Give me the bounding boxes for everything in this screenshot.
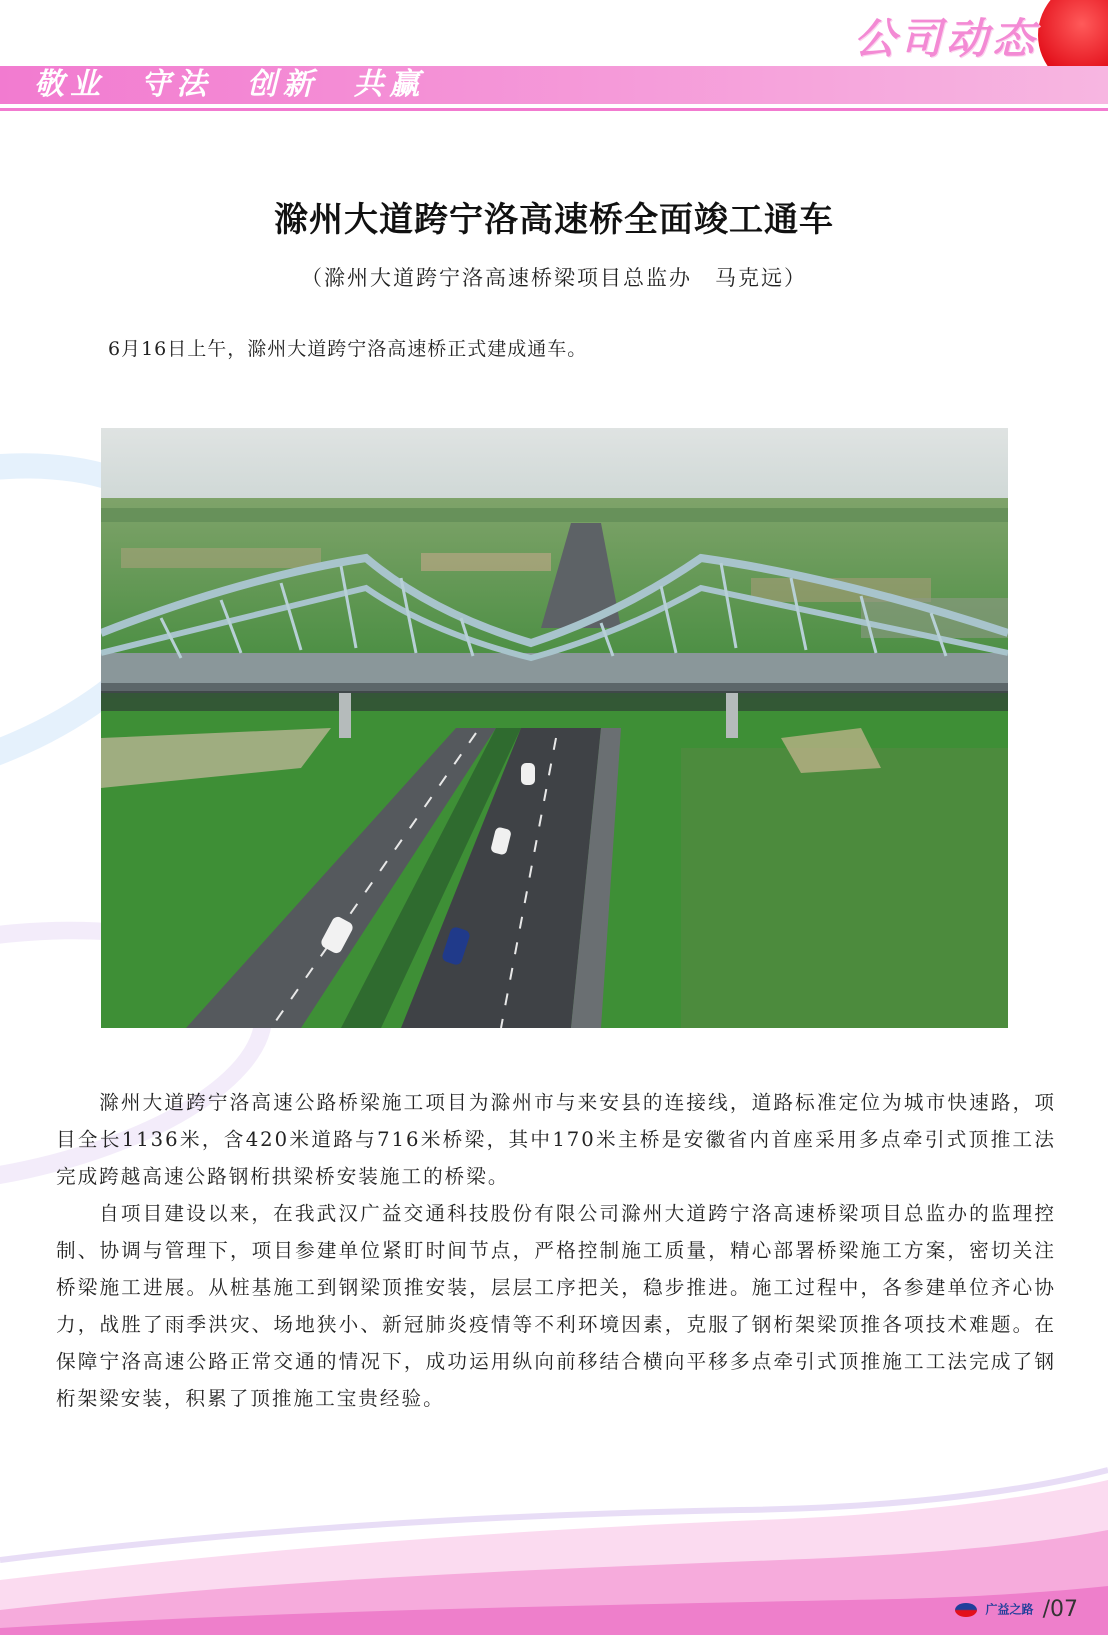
article-title: 滁州大道跨宁洛高速桥全面竣工通车 [274, 200, 834, 240]
bridge-photo [101, 428, 1008, 1028]
company-logo-icon [955, 1603, 977, 1617]
article-paragraph: 滁州大道跨宁洛高速公路桥梁施工项目为滁州市与来安县的连接线，道路标准定位为城市快速路，项目全长1136米，含420米道路与716米桥梁，其中170米主桥是安徽省内首座采用多点牵引式顶推工法完成跨越高速公路钢桁拱梁桥安装施工的桥梁。 [56, 1091, 1056, 1188]
header-divider [0, 108, 1108, 111]
header-slogan: 敬业 守法 创新 共赢 [34, 67, 426, 102]
bottom-wave-decoration [0, 1460, 1108, 1635]
footer-brand: 广益之路 [985, 1602, 1034, 1617]
page-number: /07 [1042, 1596, 1078, 1622]
page-footer [955, 1594, 1078, 1624]
article-byline: （滁州大道跨宁洛高速桥梁项目总监办 马克远） [301, 266, 807, 290]
article-lead: 6月16日上午，滁州大道跨宁洛高速桥正式建成通车。 [108, 338, 588, 360]
article-paragraph: 自项目建设以来，在我武汉广益交通科技股份有限公司滁州大道跨宁洛高速桥梁项目总监办的监理控制、协调与管理下，项目参建单位紧盯时间节点，严格控制施工质量，精心部署桥梁施工方案，密切关注桥梁施工进展。从桩基施工到钢梁顶推安装，层层工序把关，稳步推进。施工过程中，各参建单位齐心协力，战胜了雨季洪灾、场地狭小、新冠肺炎疫情等不利环境因素，克服了钢桁架梁顶推各项技术难题。在保障宁洛高速公路正常交通的情况下，成功运用纵向前移结合横向平移多点牵引式顶推施工工法完成了钢桁架梁安装，积累了顶推施工宝贵经验。 [56, 1202, 1056, 1410]
section-title: 公司动态 [853, 14, 1038, 63]
article-body [56, 1084, 1056, 1417]
